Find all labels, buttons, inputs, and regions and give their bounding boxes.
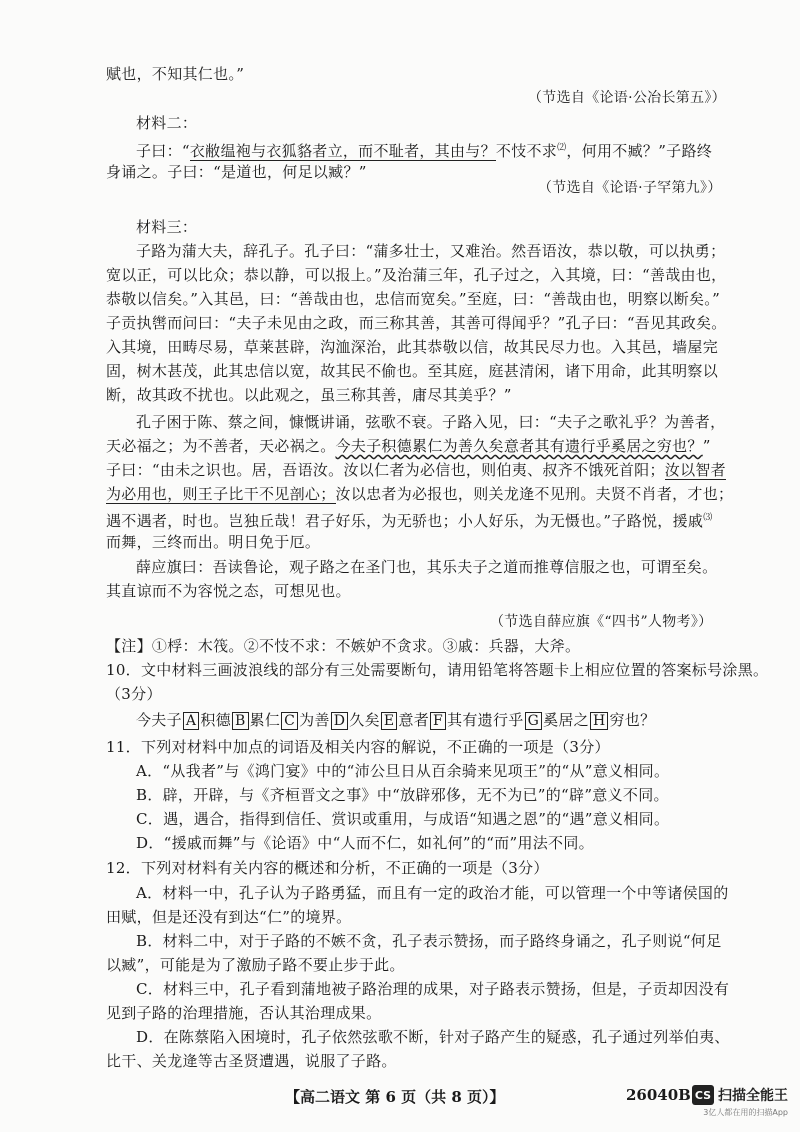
material1-source: （节选自《论语·公冶长第五》） (528, 90, 726, 106)
material3-line: 子贡执辔而问曰：“夫子未见由之政，而三称其善，其善可得闻乎？”孔子曰：“吾见其政矣。 (106, 314, 727, 332)
material3-line: 子路为蒲大夫，辞孔子。孔子曰：“蒲多壮士，又难治。然吾语汝，恭以敬，可以执勇； (136, 242, 726, 260)
scanner-watermark (692, 1085, 788, 1118)
question-11-option-a: A．“从我者”与《鸿门宴》中的“沛公旦日从百余骑来见项王”的“从”意义相同。 (136, 762, 670, 780)
question-10-stem: 10．文中材料三画波浪线的部分有三处需要断句，请用铅笔将答题卡上相应位置的答案标号涂黑。 (106, 661, 769, 679)
question-12-option-c-cont: 见到子路的治理措施，否认其治理成果。 (106, 1004, 382, 1022)
question-12-option-d: D．在陈蔡陷入困境时，孔子依然弦歌不断，针对子路产生的疑惑，孔子通过列举伯夷、 (136, 1028, 730, 1046)
material3-line-wave: 天必福之；为不善者，天必祸之。今夫子积德累仁为善久矣意者其有遗行乎奚居之穷也？” (106, 437, 711, 455)
wavy-underlined-passage: 今夫子积德累仁为善久矣意者其有遗行乎奚居之穷也？ (335, 437, 703, 455)
material2-line-1: 子曰：“衣敝缊袍与衣狐貉者立，而不耻者，其由与？不忮不求⑵，何用不臧？”子路终 (136, 142, 713, 160)
question-12-option-b: B．材料二中，对于子路的不嫉不贪，孔子表示赞扬，而子路终身诵之，孔子则说“何足 (136, 932, 722, 950)
question-12-option-b-cont: 以臧”，可能是为了激励子路不要止步于此。 (106, 956, 405, 974)
material3-line: 为必用也，则王子比干不见剖心；汝以忠者为必报也，则关龙逄不见刑。夫贤不肖者，才也； (106, 485, 734, 503)
material3-title: 材料三： (136, 218, 198, 236)
material3-line: 其直谅而不为容悦之态，可想见也。 (106, 582, 351, 600)
material3-source: （节选自薛应旗《“四书”人物考》） (490, 614, 713, 630)
question-10-score: （3分） (106, 685, 162, 703)
material3-line: 入其境，田畴尽易，草莱甚辟，沟洫深治，此其恭敬以信，故其民尽力也。入其邑，墙屋完 (106, 338, 719, 356)
question-11-option-d: D．“援戚而舞”与《论语》中“人而不仁，如礼何”的“而”用法不同。 (136, 834, 594, 852)
question-11-option-b: B．辟，开辟，与《齐桓晋文之事》中“放辟邪侈，无不为已”的“辟”意义不同。 (136, 786, 669, 804)
option-box-c[interactable]: C (281, 712, 298, 730)
option-box-d[interactable]: D (331, 712, 349, 730)
question-12-option-a-cont: 田赋，但是还没有到达“仁”的境界。 (106, 908, 352, 926)
option-box-b[interactable]: B (232, 712, 249, 730)
question-11-stem: 11．下列对材料中加点的词语及相关内容的解说，不正确的一项是（3分） (106, 738, 610, 756)
question-10-options: 今夫子 A 积德 B 累仁 C 为善 D 久矣 E 意者 F 其有遗行乎 G 奚居之 H 穷也？ (136, 711, 656, 729)
underlined-sentence: 衣敝缊袍与衣狐貉者立，而不耻者，其由与？ (189, 142, 496, 160)
material3-line: 遇不遇者，时也。岂独丘哉！君子好乐，为无骄也；小人好乐，为无慑也。”子路悦，援戚⑶ (106, 512, 713, 530)
exam-code: 26040B (626, 1086, 691, 1104)
camscanner-logo-icon: CS (692, 1085, 714, 1105)
option-box-e[interactable]: E (381, 712, 398, 730)
material3-line: 孔子困于陈、蔡之间，慷慨讲诵，弦歌不衰。子路入见，曰：“夫子之歌礼乎？为善者， (136, 413, 726, 431)
underlined-sentence: 汝以智者 (664, 461, 726, 479)
material2-source: （节选自《论语·子罕第九》） (538, 180, 722, 196)
material3-line: 断，故其政不扰也。以此观之，虽三称其善，庸尽其美乎？” (106, 386, 512, 404)
question-12-stem: 12．下列对材料有关内容的概述和分析，不正确的一项是（3分） (106, 859, 549, 877)
material2-line-2: 身诵之。子曰：“是道也，何足以臧？” (106, 163, 367, 181)
material3-line: 薛应旗曰：吾读鲁论，观子路之在圣门也，其乐夫子之道而推尊信服之也，可谓至矣。 (136, 558, 718, 576)
material3-line: 而舞，三终而出。明日免于厄。 (106, 533, 321, 551)
question-12-option-c: C．材料三中，孔子看到蒲地被子路治理的成果，对子路表示赞扬，但是，子贡却因没有 (136, 980, 730, 998)
material3-line: 宽以正，可以比众；恭以静，可以报上。”及治蒲三年，孔子过之，入其境，曰：“善哉由也， (106, 266, 727, 284)
watermark-name: 扫描全能王 (718, 1088, 788, 1104)
option-box-h[interactable]: H (590, 712, 609, 730)
watermark-tagline: 3亿人都在用的扫描App (703, 1108, 788, 1117)
notes: 【注】①桴：木筏。②不忮不求：不嫉妒不贪求。③戚：兵器，大斧。 (106, 637, 581, 655)
material3-line: 子曰：“由未之识也。居，吾语汝。汝以仁者为必信也，则伯夷、叔齐不饿死首阳；汝以智者 (106, 461, 726, 479)
material1-tail: 赋也，不知其仁也。” (106, 65, 245, 83)
option-box-a[interactable]: A (183, 712, 199, 730)
option-box-g[interactable]: G (525, 712, 542, 730)
option-box-f[interactable]: F (430, 712, 446, 730)
page-footer: 【高二语文 第 6 页（共 8 页）】 (285, 1088, 505, 1106)
material3-line: 恭敬以信矣。”入其邑，曰：“善哉由也，忠信而宽矣。”至庭，曰：“善哉由也，明察以断矣。” (106, 290, 721, 308)
question-12-option-d-cont: 比干、关龙逄等古圣贤遭遇，说服了子路。 (106, 1052, 397, 1070)
question-11-option-c: C．遇，遇合，指得到信任、赏识或重用，与成语“知遇之恩”的“遇”意义相同。 (136, 810, 670, 828)
question-12-option-a: A．材料一中，孔子认为子路勇猛，而且有一定的政治才能，可以管理一个中等诸侯国的 (136, 884, 729, 902)
material2-title: 材料二： (136, 114, 198, 132)
material3-line: 固，树木甚茂，此其忠信以宽，故其民不偷也。至其庭，庭甚清闲，诸下用命，此其明察以 (106, 362, 719, 380)
underlined-sentence: 为必用也，则王子比干不见剖心； (106, 485, 336, 503)
